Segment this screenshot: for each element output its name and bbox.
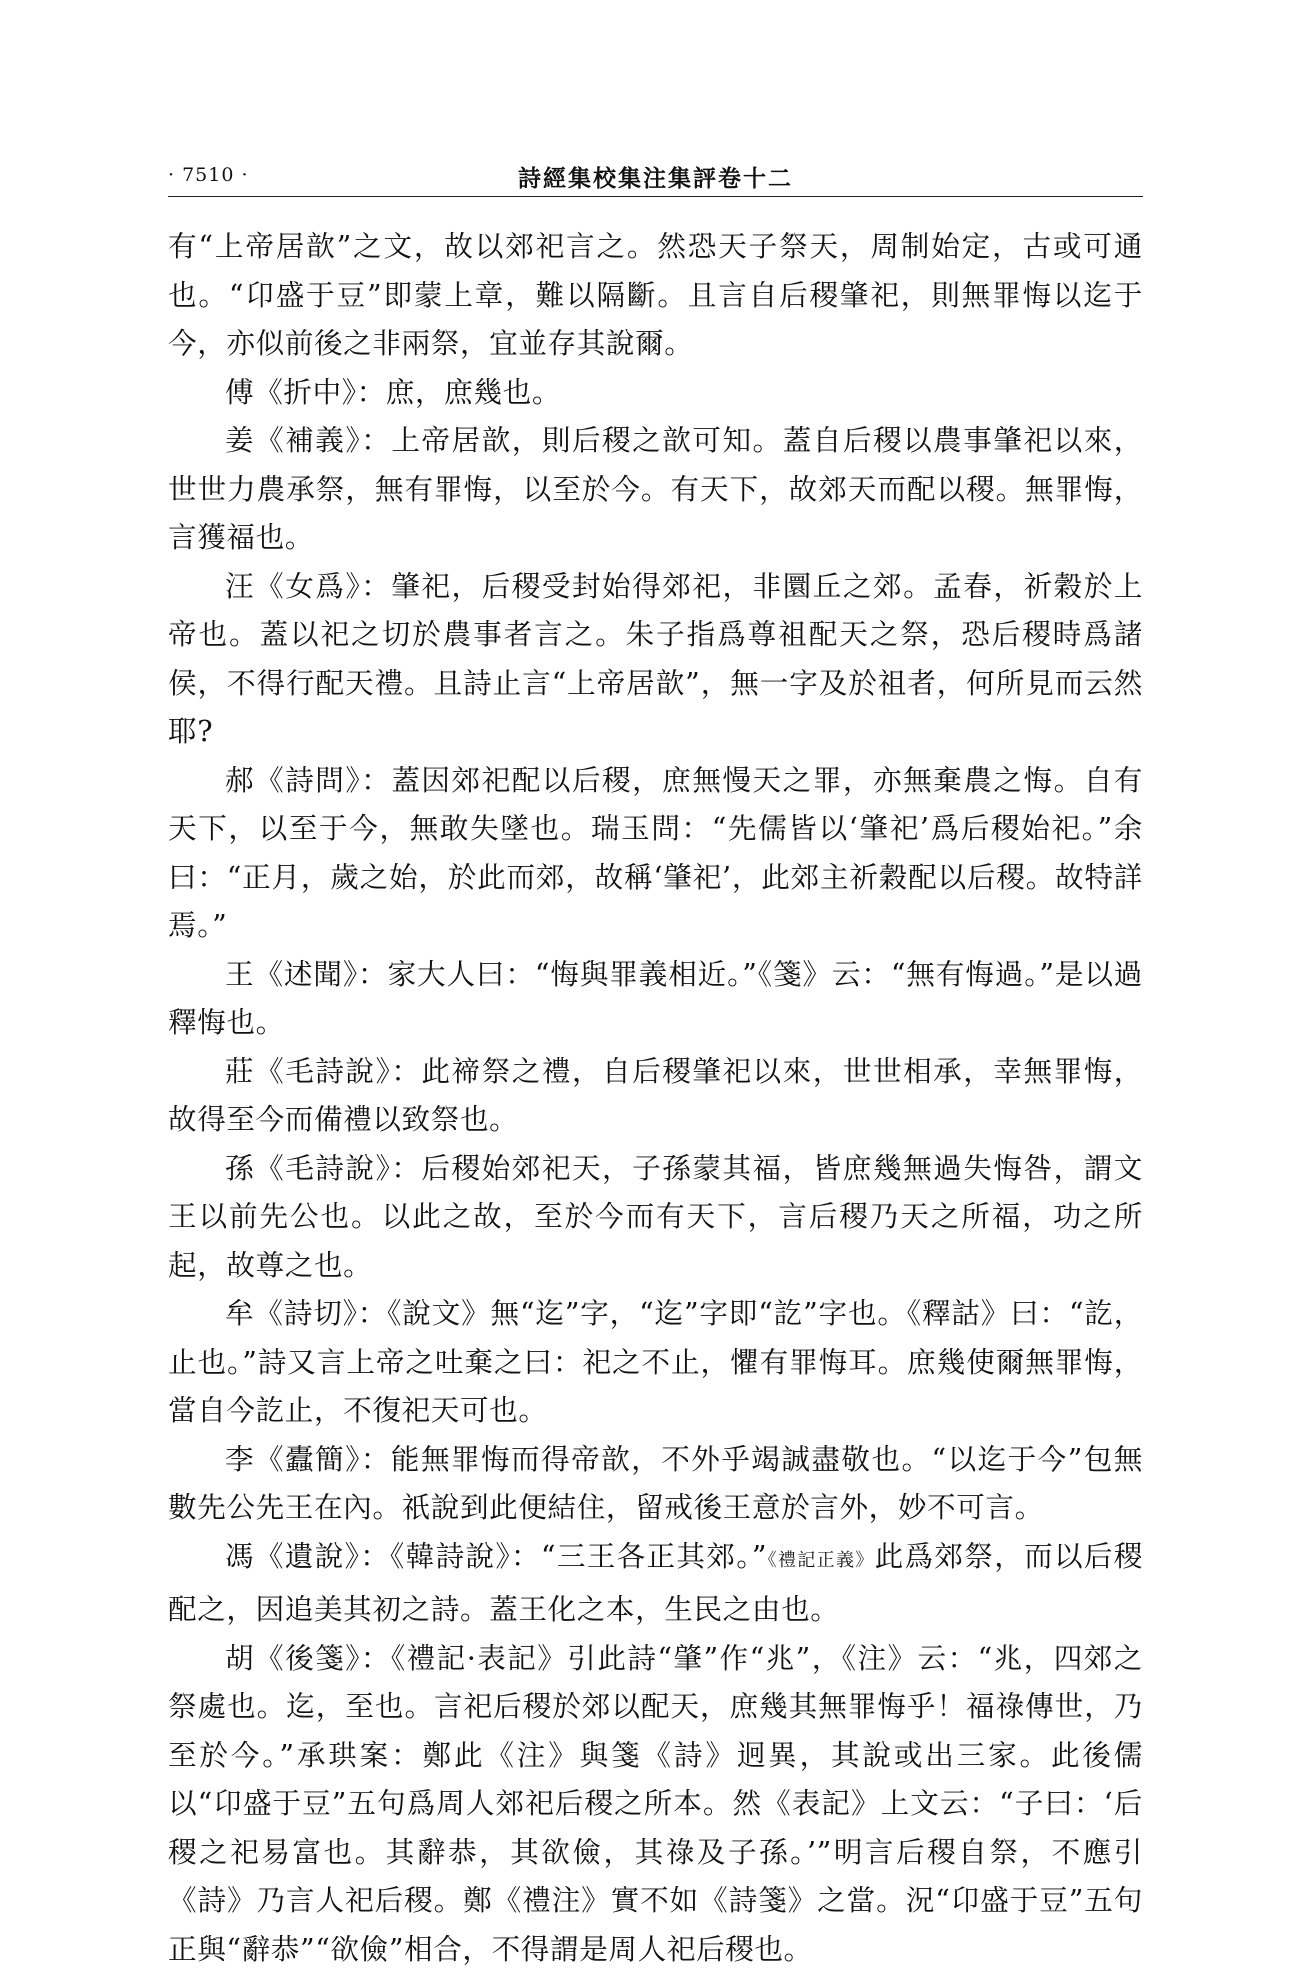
- paragraph: 汪《女爲》：肇祀，后稷受封始得郊祀，非圜丘之郊。孟春，祈穀於上帝也。蓋以祀之切於農事者言之。朱子指爲尊祖配天之祭，恐后稷時爲諸侯，不得行配天禮。且詩止言“上帝居歆”，無一字及於祖者，何所見而云然耶?: [168, 562, 1143, 756]
- paragraph: 有“上帝居歆”之文，故以郊祀言之。然恐天子祭天，周制始定，古或可通也。“卬盛于豆”即蒙上章，難以隔斷。且言自后稷肇祀，則無罪悔以迄于今，亦似前後之非兩祭，宜並存其說爾。: [168, 222, 1143, 368]
- paragraph-text: 此爲郊祭，而以后稷配之，因追美其初之詩。蓋王化之本，生民之由也。: [168, 1539, 1143, 1627]
- paragraph: 王《述聞》：家大人曰：“悔與罪義相近。”《箋》云：“無有悔過。”是以過釋悔也。: [168, 950, 1143, 1047]
- paragraph: 孫《毛詩說》：后稷始郊祀天，子孫蒙其福，皆庶幾無過失悔咎，謂文王以前先公也。以此之故，至於今而有天下，言后稷乃天之所福，功之所起，故尊之也。: [168, 1144, 1143, 1290]
- paragraph: 胡《後箋》：《禮記·表記》引此詩“肇”作“兆”，《注》云：“兆，四郊之祭處也。迄，至也。言祀后稷於郊以配天，庶幾其無罪悔乎！福祿傳世，乃至於今。”承珙案：鄭此《注》與箋《詩》迥異，其說或出三家。此後儒以“卬盛于豆”五句爲周人郊祀后稷之所本。然《表記》上文云：“子曰：‘后稷之祀易富也。其辭恭，其欲儉，其祿及子孫。’”明言后稷自祭，不應引《詩》乃言人祀后稷。鄭《禮注》實不如《詩箋》之當。況“卬盛于豆”五句正與“辭恭”“欲儉”相合，不得謂是周人祀后稷也。: [168, 1634, 1143, 1973]
- page-body: [168, 222, 1143, 1973]
- header-rule: [168, 196, 1143, 197]
- paragraph: 姜《補義》：上帝居歆，則后稷之歆可知。蓋自后稷以農事肇祀以來，世世力農承祭，無有罪悔，以至於今。有天下，故郊天而配以稷。無罪悔，言獲福也。: [168, 416, 1143, 562]
- page-header: [168, 160, 1143, 196]
- paragraph: [168, 1532, 1143, 1634]
- paragraph: 李《蠹簡》：能無罪悔而得帝歆，不外乎竭誠盡敬也。“以迄于今”包無數先公先王在內。祇說到此便結住，留戒後王意於言外，妙不可言。: [168, 1435, 1143, 1532]
- page-number: · 7510 ·: [168, 164, 249, 186]
- paragraph: 郝《詩問》：蓋因郊祀配以后稷，庶無慢天之罪，亦無棄農之悔。自有天下，以至于今，無敢失墜也。瑞玉問：“先儒皆以‘肇祀’爲后稷始祀。”余曰：“正月，歲之始，於此而郊，故稱‘肇祀’，此郊主祈穀配以后稷。故特詳焉。”: [168, 756, 1143, 950]
- paragraph: 莊《毛詩說》：此禘祭之禮，自后稷肇祀以來，世世相承，幸無罪悔，故得至今而備禮以致祭也。: [168, 1047, 1143, 1144]
- paragraph-text: 馮《遺說》：《韓詩說》：“三王各正其郊。”: [225, 1539, 767, 1573]
- paragraph: 傅《折中》：庶，庶幾也。: [168, 368, 1143, 417]
- paragraph: 牟《詩切》：《說文》無“迄”字，“迄”字即“訖”字也。《釋詁》曰：“訖，止也。”詩又言上帝之吐棄之曰：祀之不止，懼有罪悔耳。庶幾使爾無罪悔，當自今訖止，不復祀天可也。: [168, 1289, 1143, 1435]
- running-title: 詩經集校集注集評卷十二: [168, 160, 1143, 193]
- source-note: 《禮記正義》: [767, 1550, 875, 1571]
